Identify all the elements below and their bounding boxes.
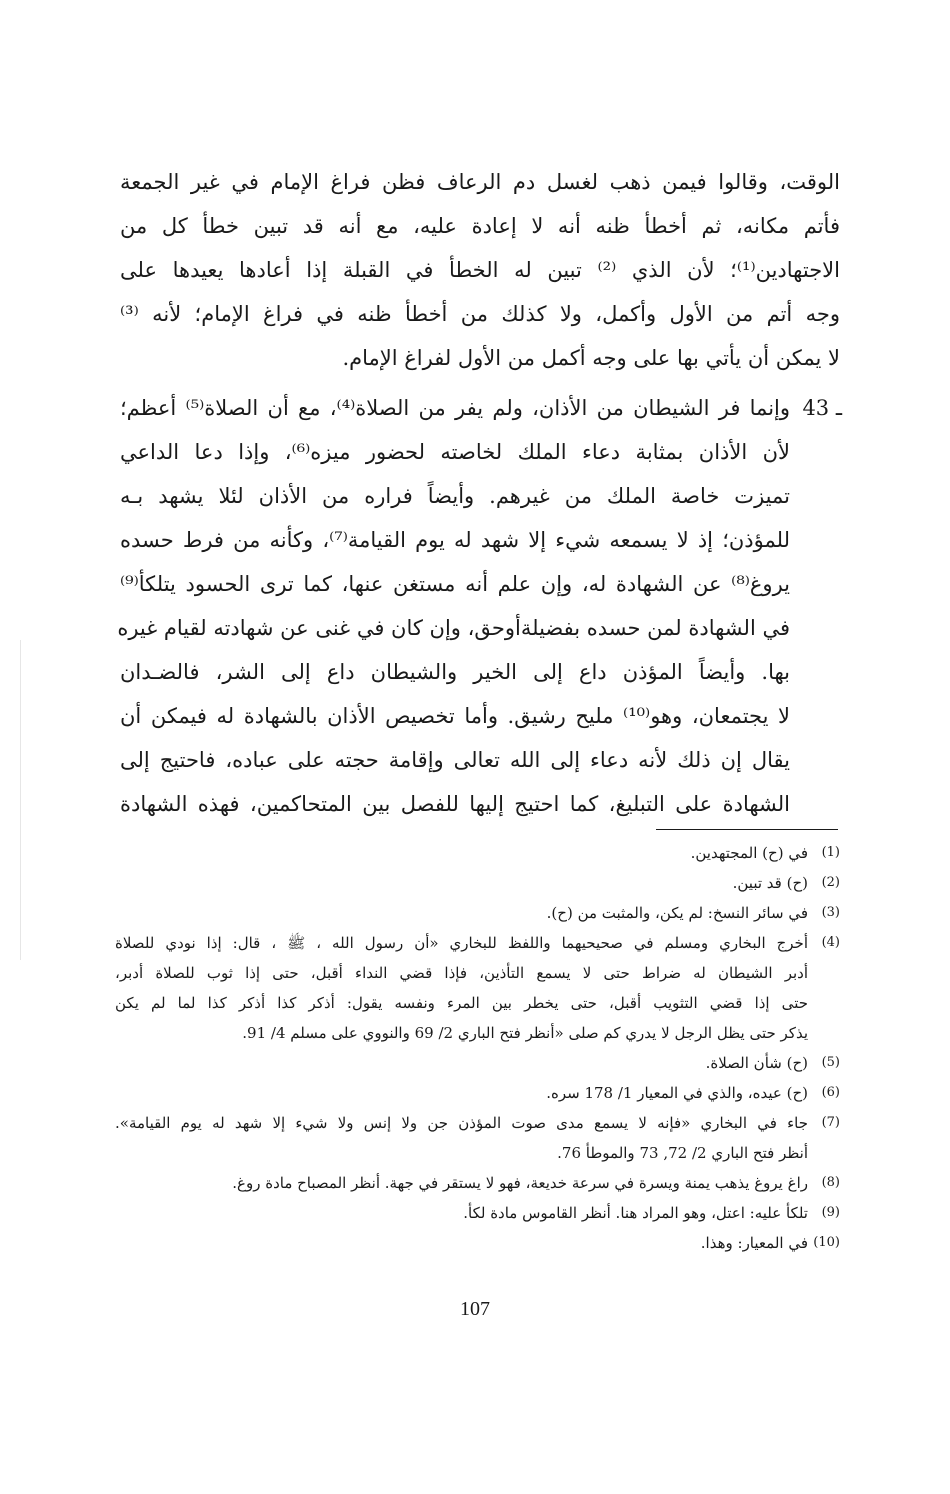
paragraph-number: 43 ـ — [802, 396, 842, 420]
footnote-text: جاء في البخاري «فإنه لا يسمع مدى صوت المؤذن جن ولا إنس ولا شيء إلا شهد له يوم القيامة». — [115, 1114, 808, 1132]
page-number: 107 — [460, 1298, 490, 1320]
text-line: تميزت خاصة الملك من غيرهم. وأيضاً فراره من الأذان لئلا يشهد بـه — [120, 484, 790, 508]
footnote-text: في (ح) المجتهدين. — [690, 844, 808, 862]
text-line: الاجتهادين⁽¹⁾؛ لأن الذي ⁽²⁾ تبين له الخطأ في القبلة إذا أعادها يعيدها على — [120, 258, 840, 282]
footnote-number: (5) — [821, 1055, 840, 1070]
footnote-text: أنظر فتح الباري 2/ 72, 73 والموطأ 76. — [557, 1144, 808, 1162]
footnotes — [115, 838, 840, 1258]
text-line: لأن الأذان بمثابة دعاء الملك لخاصته لحضور ميزه⁽⁶⁾، وإذا دعا الداعي — [120, 440, 790, 464]
text-line: الوقت، وقالوا فيمن ذهب لغسل دم الرعاف فظن فراغ الإمام في غير الجمعة — [120, 170, 840, 194]
footnote-number: (9) — [821, 1205, 840, 1220]
footnote-number: (1) — [821, 845, 840, 860]
text-line: يقال إن ذلك لأنه دعاء إلى الله تعالى وإقامة حجته على عباده، فاحتيج إلى — [120, 748, 790, 772]
paragraph-continuation — [120, 160, 840, 380]
text-line: في الشهادة لمن حسده بفضيلةأوحق، وإن كان في غنى عن شهادته لقيام غيره — [117, 616, 790, 640]
footnote-text: في سائر النسخ: لم يكن، والمثبت من (ح). — [546, 904, 808, 922]
footnote-5 — [115, 1048, 840, 1078]
footnote-number: (2) — [821, 875, 840, 890]
footnote-3 — [115, 898, 840, 928]
footnote-number: (8) — [821, 1175, 840, 1190]
scan-edge-line — [20, 640, 21, 960]
footnote-7 — [115, 1108, 840, 1168]
footnote-text: (ح) عيده، والذي في المعيار 1/ 178 سره. — [546, 1084, 808, 1102]
footnote-1 — [115, 838, 840, 868]
footnote-text: تلكأ عليه: اعتل، وهو المراد هنا. أنظر القاموس مادة لكأ. — [463, 1204, 808, 1222]
footnote-9 — [115, 1198, 840, 1228]
footnote-number: (3) — [821, 905, 840, 920]
text-line: لا يمكن أن يأتي بها على وجه أكمل من الأول لفراغ الإمام. — [342, 346, 840, 370]
text-line: فأتم مكانه، ثم أخطأ ظنه أنه لا إعادة عليه، مع أنه قد تبين خطأ كل من — [120, 214, 840, 238]
footnote-4 — [115, 928, 840, 1048]
footnote-number: (10) — [813, 1235, 840, 1250]
footnote-6 — [115, 1078, 840, 1108]
footnote-text: يذكر حتى يظل الرجل لا يدري كم صلى «أنظر فتح الباري 2/ 69 والنووي على مسلم 4/ 91. — [242, 1024, 808, 1042]
text-line: وجه أتم من الأول وأكمل، ولا كذلك من أخطأ ظنه في فراغ الإمام؛ لأنه ⁽³⁾ — [120, 302, 840, 326]
footnote-text: أخرج البخاري ومسلم في صحيحيهما واللفظ للبخاري «أن رسول الله ، ﷺ ، قال: إذا نودي للصلاة — [115, 934, 808, 952]
footnote-text: أدبر الشيطان له ضراط حتى لا يسمع التأذين، فإذا قضي النداء أقبل، حتى إذا ثوب للصلاة أدبر، — [115, 964, 808, 982]
footnote-10 — [115, 1228, 840, 1258]
footnote-2 — [115, 868, 840, 898]
footnote-text: (ح) قد تبين. — [732, 874, 808, 892]
text-line: للمؤذن؛ إذ لا يسمعه شيء إلا شهد له يوم القيامة⁽⁷⁾، وكأنه من فرط حسده — [120, 528, 790, 552]
text-line: يروغ⁽⁸⁾ عن الشهادة له، وإن علم أنه مستغن عنها، كما ترى الحسود يتلكأ⁽⁹⁾ — [120, 572, 790, 596]
footnote-text: (ح) شأن الصلاة. — [705, 1054, 808, 1072]
footnote-8 — [115, 1168, 840, 1198]
footnote-text: في المعيار: وهذا. — [700, 1234, 808, 1252]
footnote-text: راغ يروغ يذهب يمنة ويسرة في سرعة خديعة، فهو لا يستقر في جهة. أنظر المصباح مادة روغ. — [232, 1174, 808, 1192]
footnote-number: (6) — [821, 1085, 840, 1100]
text-line: وإنما فر الشيطان من الأذان، ولم يفر من الصلاة⁽⁴⁾، مع أن الصلاة⁽⁵⁾ أعظم؛ — [120, 396, 791, 420]
footnote-number: (7) — [821, 1115, 840, 1130]
text-line: الشهادة على التبليغ، كما احتيج إليها للفصل بين المتحاكمين، فهذه الشهادة — [120, 792, 790, 816]
footnote-number: (4) — [821, 935, 840, 950]
text-line: بها. وأيضاً المؤذن داع إلى الخير والشيطان داع إلى الشر، فالضـدان — [120, 660, 790, 684]
paragraph-43 — [117, 386, 791, 826]
footnote-text: حتى إذا قضي التثويب أقبل، حتى يخطر بين المرء ونفسه يقول: أذكر كذا أذكر كذا لما لم يكن — [115, 994, 808, 1012]
footnote-separator — [656, 829, 838, 830]
text-line: لا يجتمعان، وهو⁽¹⁰⁾ مليح رشيق. وأما تخصيص الأذان بالشهادة له فيمكن أن — [120, 704, 790, 728]
